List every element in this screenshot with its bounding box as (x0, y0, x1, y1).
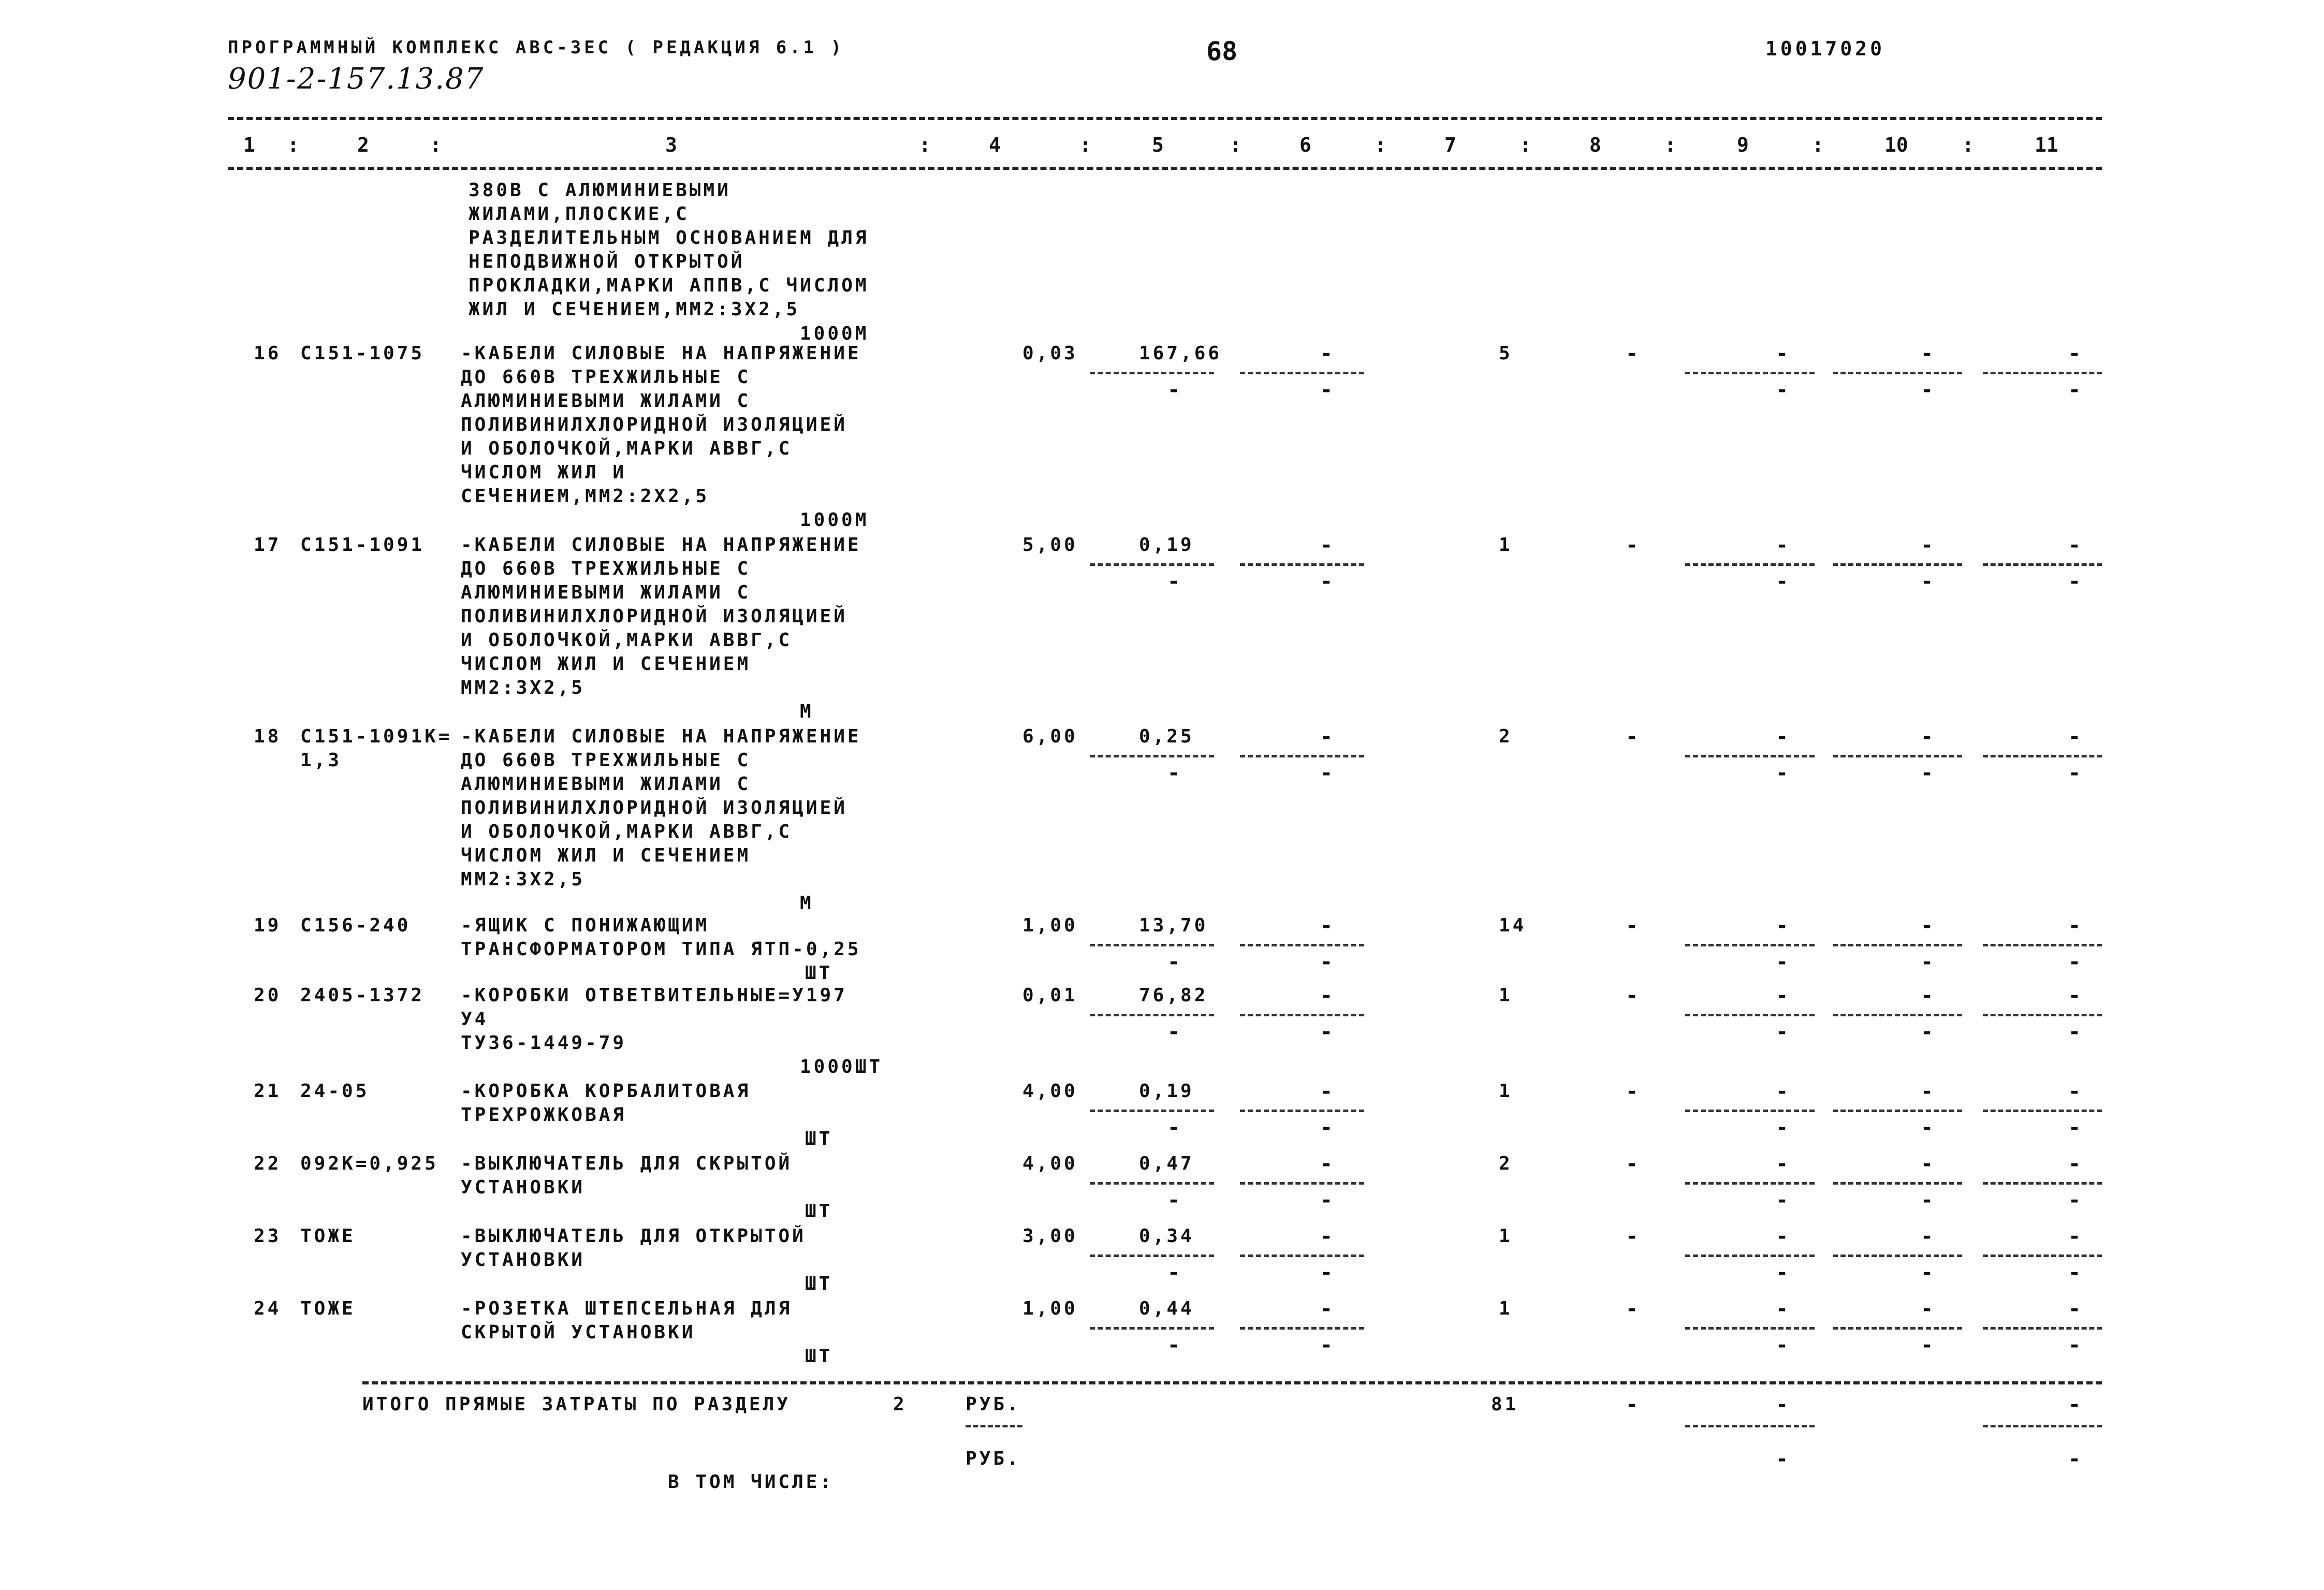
row-col10-sub: - (1921, 1188, 1936, 1212)
total-col9: - (1776, 1393, 1791, 1417)
row-col5-sub: - (1167, 1261, 1183, 1285)
row-quantity: 5,00 (1022, 534, 1078, 556)
row-col9-rule (1685, 944, 1815, 946)
row-col6-rule (1240, 372, 1364, 374)
row-col6: - (1320, 1224, 1336, 1248)
total-value-col7: 81 (1491, 1394, 1519, 1415)
row-col6-rule (1240, 1327, 1364, 1330)
row-col11: - (2068, 1152, 2084, 1176)
row-col6: - (1320, 984, 1336, 1008)
row-col6-sub: - (1320, 950, 1336, 974)
row-unit: 1000М (800, 509, 869, 531)
row-col5-rule (1090, 1110, 1214, 1112)
total-currency-rule (966, 1425, 1022, 1427)
col-sep: : (1664, 134, 1676, 156)
row-price: 0,19 (1139, 534, 1194, 556)
row-col6-sub: - (1320, 761, 1336, 785)
row-col5-rule (1090, 563, 1214, 566)
col-sep: : (1230, 134, 1241, 156)
row-col6-rule (1240, 1014, 1364, 1016)
col-3: 3 (665, 134, 677, 156)
row-quantity: 1,00 (1022, 1298, 1078, 1319)
row-col6-sub: - (1320, 1261, 1336, 1285)
row-col5-sub: - (1167, 1020, 1183, 1044)
total-col8: - (1626, 1393, 1641, 1417)
row-col8: - (1626, 725, 1641, 749)
row-col6-sub: - (1320, 570, 1336, 593)
row-col9-rule (1685, 1182, 1815, 1185)
row-code: С151-1091 (300, 534, 425, 556)
row-col8: - (1626, 1224, 1641, 1248)
row-col9: - (1776, 914, 1791, 938)
row-col6: - (1320, 725, 1336, 749)
col-5: 5 (1152, 134, 1164, 156)
total-col11: - (2068, 1393, 2084, 1417)
row-code: 2405-1372 (300, 985, 425, 1006)
row-col9: - (1776, 533, 1791, 557)
including-label: В ТОМ ЧИСЛЕ: (668, 1471, 834, 1493)
row-code: 092К=0,925 (300, 1153, 439, 1174)
row-col10-rule (1833, 944, 1962, 946)
row-description: -КАБЕЛИ СИЛОВЫЕ НА НАПРЯЖЕНИЕ ДО 660В ТРЕХЖИЛЬНЫЕ С АЛЮМИНИЕВЫМИ ЖИЛАМИ С ПОЛИВИНИЛХЛОРИДНОЙ ИЗОЛЯЦИЕЙ И ОБОЛОЧКОЙ,МАРКИ АВВГ,С ЧИСЛОМ ЖИЛ И СЕЧЕНИЕМ,ММ2:2Х2,5 (461, 343, 861, 507)
col-7: 7 (1444, 134, 1456, 156)
row-col11-rule (1983, 563, 2102, 566)
row-unit: ШТ (805, 1201, 833, 1222)
row-col7: 2 (1499, 726, 1513, 747)
row-quantity: 4,00 (1022, 1153, 1078, 1174)
row-col5-rule (1090, 944, 1214, 946)
row-col7: 1 (1499, 985, 1513, 1006)
handwritten-code: 901-2-157.13.87 (228, 62, 485, 96)
row-col6: - (1320, 342, 1336, 366)
row-description: -РОЗЕТКА ШТЕПСЕЛЬНАЯ ДЛЯ СКРЫТОЙ УСТАНОВКИ (461, 1298, 793, 1343)
row-col11-rule (1983, 1014, 2102, 1016)
row-col5-rule (1090, 1255, 1214, 1257)
row-code: С156-240 (300, 915, 411, 936)
row-col10: - (1921, 1297, 1936, 1321)
row-col11-sub: - (2068, 1116, 2084, 1140)
col-sep: : (1079, 134, 1091, 156)
row-col7: 1 (1499, 534, 1513, 556)
row-price: 76,82 (1139, 985, 1208, 1006)
row-unit: М (800, 893, 814, 914)
col-10: 10 (1884, 134, 1908, 156)
row-number: 24 (254, 1298, 282, 1319)
row-col5-sub: - (1167, 1188, 1183, 1212)
row-col9-sub: - (1776, 761, 1791, 785)
row-col9-sub: - (1776, 950, 1791, 974)
row-price: 0,34 (1139, 1226, 1194, 1247)
row-col5-rule (1090, 755, 1214, 757)
total-label: ИТОГО ПРЯМЫЕ ЗАТРАТЫ ПО РАЗДЕЛУ (362, 1394, 791, 1415)
row-description: -ЯЩИК С ПОНИЖАЮЩИМ ТРАНСФОРМАТОРОМ ТИПА ЯТП-0,25 (461, 915, 861, 960)
row-col11: - (2068, 342, 2084, 366)
row-col10: - (1921, 984, 1936, 1008)
total-currency-2: РУБ. (966, 1448, 1021, 1469)
row-code-suffix: 1,3 (300, 750, 342, 771)
row-col9: - (1776, 1152, 1791, 1176)
row-col11-rule (1983, 944, 2102, 946)
row-col7: 2 (1499, 1153, 1513, 1174)
row-col5-sub: - (1167, 761, 1183, 785)
row-col9-sub: - (1776, 378, 1791, 402)
row-col6-sub: - (1320, 1188, 1336, 1212)
row-col9-sub: - (1776, 1261, 1791, 1285)
total-col9-rule (1685, 1425, 1815, 1427)
row-unit: 1000ШТ (800, 1056, 883, 1077)
row-col11-rule (1983, 372, 2102, 374)
row-col5-sub: - (1167, 1333, 1183, 1357)
row-col5-sub: - (1167, 378, 1183, 402)
row-number: 22 (254, 1153, 282, 1174)
row-col8: - (1626, 1152, 1641, 1176)
total-rule (362, 1381, 2102, 1384)
row-col8: - (1626, 342, 1641, 366)
total-col11-b: - (2068, 1447, 2084, 1471)
row-col8: - (1626, 533, 1641, 557)
row-col10-sub: - (1921, 1261, 1936, 1285)
row-price: 167,66 (1139, 343, 1222, 364)
row-col10: - (1921, 342, 1936, 366)
row-code: ТОЖЕ (300, 1226, 356, 1247)
row-col8: - (1626, 914, 1641, 938)
col-2: 2 (357, 134, 369, 156)
row-number: 20 (254, 985, 282, 1006)
row-col6: - (1320, 1297, 1336, 1321)
row-col10-sub: - (1921, 378, 1936, 402)
row-col5-sub: - (1167, 1116, 1183, 1140)
row-col11-sub: - (2068, 761, 2084, 785)
row-unit: ШТ (805, 1128, 833, 1149)
row-col9-sub: - (1776, 1188, 1791, 1212)
row-col11-rule (1983, 1255, 2102, 1257)
total-col9-b: - (1776, 1447, 1791, 1471)
row-col6-sub: - (1320, 378, 1336, 402)
row-unit: ШТ (805, 962, 833, 984)
row-col10-rule (1833, 1327, 1962, 1330)
row-col10-rule (1833, 755, 1962, 757)
row-col11: - (2068, 1297, 2084, 1321)
row-unit: ШТ (805, 1346, 833, 1367)
row-col9-rule (1685, 1110, 1815, 1112)
row-price: 0,47 (1139, 1153, 1194, 1174)
row-col6-rule (1240, 1255, 1364, 1257)
row-price: 13,70 (1139, 915, 1208, 936)
col-9: 9 (1737, 134, 1749, 156)
row-col10-rule (1833, 372, 1962, 374)
col-sep: : (919, 134, 931, 156)
row-col11: - (2068, 725, 2084, 749)
row-col7: 14 (1499, 915, 1527, 936)
row-col9: - (1776, 725, 1791, 749)
row-col9-sub: - (1776, 570, 1791, 593)
row-col11-rule (1983, 1110, 2102, 1112)
row-description: -КАБЕЛИ СИЛОВЫЕ НА НАПРЯЖЕНИЕ ДО 660В ТРЕХЖИЛЬНЫЕ С АЛЮМИНИЕВЫМИ ЖИЛАМИ С ПОЛИВИНИЛХЛОРИДНОЙ ИЗОЛЯЦИЕЙ И ОБОЛОЧКОЙ,МАРКИ АВВГ,С ЧИСЛОМ ЖИЛ И СЕЧЕНИЕМ ММ2:3Х2,5 (461, 726, 861, 890)
row-number: 21 (254, 1081, 282, 1102)
row-col11-sub: - (2068, 1333, 2084, 1357)
row-col9-rule (1685, 1255, 1815, 1257)
document-number: 10017020 (1765, 37, 1885, 60)
col-sep: : (1962, 134, 1974, 156)
row-col11: - (2068, 533, 2084, 557)
table-header-rule (228, 167, 2102, 170)
row-col10-sub: - (1921, 950, 1936, 974)
page-number: 68 (1206, 36, 1238, 66)
row-col11-rule (1983, 755, 2102, 757)
row-col5-rule (1090, 1182, 1214, 1185)
col-8: 8 (1589, 134, 1601, 156)
col-4: 4 (989, 134, 1001, 156)
row-col9-rule (1685, 755, 1815, 757)
col-sep: : (287, 134, 299, 156)
row-quantity: 0,01 (1022, 985, 1078, 1006)
col-11: 11 (2035, 134, 2058, 156)
row-description: -ВЫКЛЮЧАТЕЛЬ ДЛЯ ОТКРЫТОЙ УСТАНОВКИ (461, 1226, 806, 1271)
row-quantity: 3,00 (1022, 1226, 1078, 1247)
col-sep: : (430, 134, 442, 156)
row-col10-rule (1833, 1182, 1962, 1185)
row-col8: - (1626, 984, 1641, 1008)
col-sep: : (1812, 134, 1824, 156)
row-col11-sub: - (2068, 1261, 2084, 1285)
row-col9: - (1776, 342, 1791, 366)
row-col9-rule (1685, 563, 1815, 566)
row-unit: М (800, 701, 814, 722)
row-col11-rule (1983, 1182, 2102, 1185)
row-col6-rule (1240, 755, 1364, 757)
row-quantity: 0,03 (1022, 343, 1078, 364)
row-col6: - (1320, 1152, 1336, 1176)
row-description: -КОРОБКИ ОТВЕТВИТЕЛЬНЫЕ=У197 У4 ТУ36-1449-79 (461, 985, 847, 1054)
row-col11-rule (1983, 1327, 2102, 1330)
row-number: 18 (254, 726, 282, 747)
row-description: -КОРОБКА КОРБАЛИТОВАЯ ТРЕХРОЖКОВАЯ (461, 1081, 751, 1126)
row-col10-rule (1833, 1014, 1962, 1016)
row-col6-sub: - (1320, 1333, 1336, 1357)
row-col6: - (1320, 533, 1336, 557)
col-sep: : (1375, 134, 1386, 156)
row-col8: - (1626, 1297, 1641, 1321)
row-col6-rule (1240, 1182, 1364, 1185)
row-col10-sub: - (1921, 570, 1936, 593)
row-col11-sub: - (2068, 950, 2084, 974)
row-col11: - (2068, 984, 2084, 1008)
row-col11-sub: - (2068, 570, 2084, 593)
continuation-description: 380В С АЛЮМИНИЕВЫМИ ЖИЛАМИ,ПЛОСКИЕ,С РАЗДЕЛИТЕЛЬНЫМ ОСНОВАНИЕМ ДЛЯ НЕПОДВИЖНОЙ ОТКРЫТОЙ ПРОКЛАДКИ,МАРКИ АППВ,С ЧИСЛОМ ЖИЛ И СЕЧЕНИЕМ,ММ2:3Х2,5 (469, 180, 869, 320)
row-number: 16 (254, 343, 282, 364)
row-col9-rule (1685, 1014, 1815, 1016)
row-col9-sub: - (1776, 1020, 1791, 1044)
row-col6-rule (1240, 1110, 1364, 1112)
row-col7: 5 (1499, 343, 1513, 364)
row-col5-sub: - (1167, 950, 1183, 974)
total-currency-1: РУБ. (966, 1394, 1021, 1415)
row-quantity: 1,00 (1022, 915, 1078, 936)
col-sep: : (1519, 134, 1531, 156)
row-code: С151-1091К= (300, 726, 452, 747)
row-col7: 1 (1499, 1298, 1513, 1319)
row-col9-sub: - (1776, 1333, 1791, 1357)
row-col5-rule (1090, 1014, 1214, 1016)
row-code: С151-1075 (300, 343, 425, 364)
row-description: -КАБЕЛИ СИЛОВЫЕ НА НАПРЯЖЕНИЕ ДО 660В ТРЕХЖИЛЬНЫЕ С АЛЮМИНИЕВЫМИ ЖИЛАМИ С ПОЛИВИНИЛХЛОРИДНОЙ ИЗОЛЯЦИЕЙ И ОБОЛОЧКОЙ,МАРКИ АВВГ,С ЧИСЛОМ ЖИЛ И СЕЧЕНИЕМ ММ2:3Х2,5 (461, 534, 861, 698)
row-col6-sub: - (1320, 1020, 1336, 1044)
row-code: ТОЖЕ (300, 1298, 356, 1319)
row-col11-sub: - (2068, 1020, 2084, 1044)
program-title: ПРОГРАММНЫЙ КОМПЛЕКС АВС-3ЕС ( РЕДАКЦИЯ 6.1 ) (228, 37, 845, 58)
row-col8: - (1626, 1080, 1641, 1103)
col-1: 1 (243, 134, 255, 156)
row-col5-sub: - (1167, 570, 1183, 593)
row-col9-rule (1685, 372, 1815, 374)
row-code: 24-05 (300, 1081, 370, 1102)
row-col5-rule (1090, 372, 1214, 374)
row-col11: - (2068, 1224, 2084, 1248)
row-col11: - (2068, 914, 2084, 938)
row-col10: - (1921, 914, 1936, 938)
row-col10-sub: - (1921, 761, 1936, 785)
row-col11-sub: - (2068, 1188, 2084, 1212)
row-price: 0,44 (1139, 1298, 1194, 1319)
row-col10-rule (1833, 1255, 1962, 1257)
col-6: 6 (1299, 134, 1311, 156)
row-col10-sub: - (1921, 1116, 1936, 1140)
row-col9-sub: - (1776, 1116, 1791, 1140)
row-col10: - (1921, 1152, 1936, 1176)
row-col7: 1 (1499, 1081, 1513, 1102)
row-col7: 1 (1499, 1226, 1513, 1247)
row-col10-sub: - (1921, 1020, 1936, 1044)
row-col9-rule (1685, 1327, 1815, 1330)
row-col10-rule (1833, 1110, 1962, 1112)
row-number: 23 (254, 1226, 282, 1247)
total-section: 2 (893, 1394, 907, 1415)
row-col6: - (1320, 914, 1336, 938)
row-col11: - (2068, 1080, 2084, 1103)
row-col11-sub: - (2068, 378, 2084, 402)
row-col10: - (1921, 1080, 1936, 1103)
row-price: 0,19 (1139, 1081, 1194, 1102)
row-quantity: 4,00 (1022, 1081, 1078, 1102)
row-col6: - (1320, 1080, 1336, 1103)
row-quantity: 6,00 (1022, 726, 1078, 747)
row-col10: - (1921, 725, 1936, 749)
row-col6-sub: - (1320, 1116, 1336, 1140)
row-description: -ВЫКЛЮЧАТЕЛЬ ДЛЯ СКРЫТОЙ УСТАНОВКИ (461, 1153, 793, 1198)
row-number: 19 (254, 915, 282, 936)
row-col6-rule (1240, 944, 1364, 946)
total-col11-rule (1983, 1425, 2102, 1427)
row-number: 17 (254, 534, 282, 556)
row-col10-rule (1833, 563, 1962, 566)
row-col9: - (1776, 1297, 1791, 1321)
row-col10: - (1921, 1224, 1936, 1248)
row-col9: - (1776, 1224, 1791, 1248)
continuation-unit: 1000М (800, 323, 869, 344)
row-price: 0,25 (1139, 726, 1194, 747)
row-unit: ШТ (805, 1273, 833, 1294)
row-col10: - (1921, 533, 1936, 557)
row-col6-rule (1240, 563, 1364, 566)
row-col5-rule (1090, 1327, 1214, 1330)
table-top-rule (228, 117, 2102, 120)
row-col10-sub: - (1921, 1333, 1936, 1357)
row-col9: - (1776, 984, 1791, 1008)
row-col9: - (1776, 1080, 1791, 1103)
